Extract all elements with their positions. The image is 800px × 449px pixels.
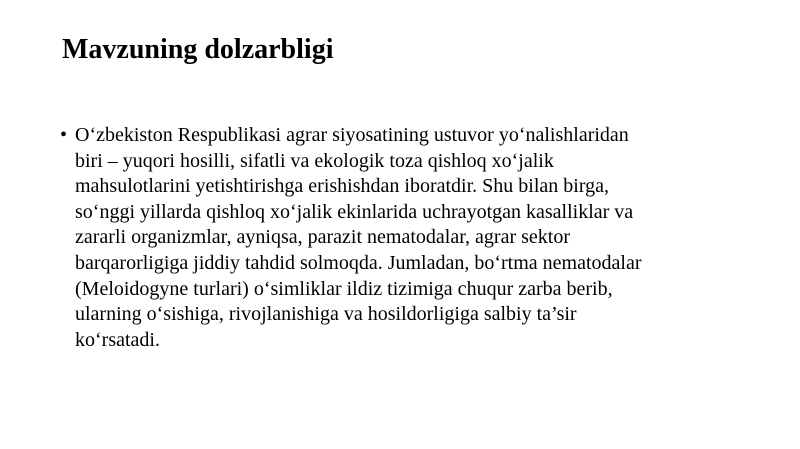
body-text-line: O‘zbekiston Respublikasi agrar siyosatining ustuvor yo‘nalishlaridan xyxy=(75,124,629,146)
body-text-line: so‘nggi yillarda qishloq xo‘jalik ekinlarida uchrayotgan kasalliklar va xyxy=(75,200,634,223)
body-text-line: ko‘rsatadi. xyxy=(75,328,160,351)
bullet-item xyxy=(60,123,750,353)
body-text-line: barqarorligiga jiddiy tahdid solmoqda. Jumladan, bo‘rtma nematodalar xyxy=(75,251,642,274)
bullet-icon: • xyxy=(60,124,68,146)
body-text-line: (Meloidogyne turlari) o‘simliklar ildiz tizimiga chuqur zarba berib, xyxy=(75,277,613,300)
slide-title: Mavzuning dolzarbligi xyxy=(62,34,334,65)
body-text-line: mahsulotlarini yetishtirishga erishishdan iboratdir. Shu bilan birga, xyxy=(75,175,610,198)
body-text-line: zararli organizmlar, ayniqsa, parazit nematodalar, agrar sektor xyxy=(75,226,571,249)
body-text-line: ularning o‘sishiga, rivojlanishiga va hosildorligiga salbiy ta’sir xyxy=(75,303,577,326)
slide-content xyxy=(60,123,750,353)
body-text-line: biri – yuqori hosilli, sifatli va ekologik toza qishloq xo‘jalik xyxy=(75,149,554,172)
